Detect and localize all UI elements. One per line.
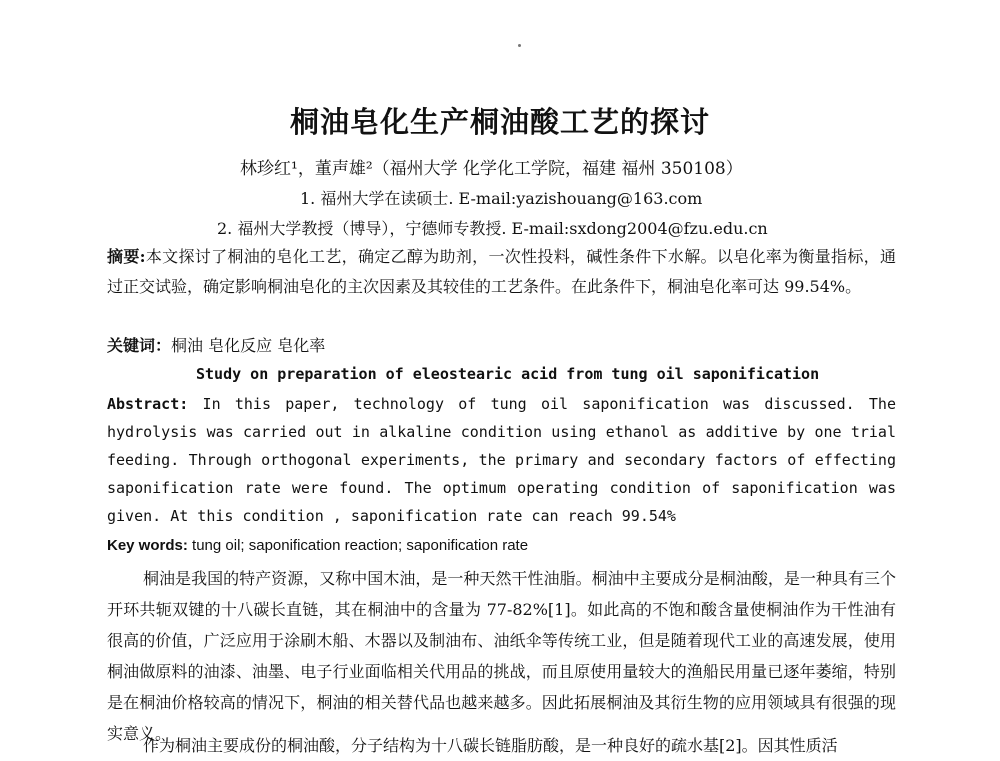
chinese-abstract-label: 摘要: [107, 247, 146, 266]
chinese-keywords-label: 关键词： [107, 336, 172, 355]
affiliation-1: 1. 福州大学在读硕士. E-mail:yazishouang@163.com [300, 189, 703, 208]
english-title: Study on preparation of eleostearic acid from tung oil saponification [196, 365, 820, 383]
chinese-keywords-text: 桐油 皂化反应 皂化率 [171, 336, 326, 355]
affiliation-2: 2. 福州大学教授（博导），宁德师专教授. E-mail:sxdong2004@fzu.edu.cn [217, 219, 768, 238]
author-line: 林珍红¹，董声雄²（福州大学 化学化工学院，福建 福州 350108） [240, 159, 743, 179]
english-keywords-label: Key words: [107, 537, 188, 554]
chinese-keywords [107, 333, 896, 356]
chinese-abstract [107, 242, 896, 302]
body-paragraph-2: 作为桐油主要成份的桐油酸，分子结构为十八碳长链脂肪酸，是一种良好的疏水基[2]。因其性质活 [143, 736, 838, 755]
english-abstract-text: In this paper, technology of tung oil saponification was discussed. The hydrolysis was carried out in alkaline condition using ethanol as additive by one trial feeding. Through orthogonal experiments, the primary and secondary factors of effecting saponification rate were found. The optimum operating condition of saponification was given. At this condition , saponification rate can reach 99.54% [107, 395, 896, 525]
scan-speck [518, 44, 521, 47]
english-keywords [107, 537, 896, 554]
english-abstract [107, 390, 896, 530]
english-keywords-text: tung oil; saponification reaction; saponification rate [187, 537, 529, 554]
paper-title: 桐油皂化生产桐油酸工艺的探讨 [290, 105, 711, 139]
chinese-abstract-text: 本文探讨了桐油的皂化工艺，确定乙醇为助剂，一次性投料，碱性条件下水解。以皂化率为衡量指标，通过正交试验，确定影响桐油皂化的主次因素及其较佳的工艺条件。在此条件下，桐油皂化率可达 99.54%。 [107, 247, 896, 296]
body-paragraph-1: 桐油是我国的特产资源，又称中国木油，是一种天然干性油脂。桐油中主要成分是桐油酸，是一种具有三个开环共轭双键的十八碳长直链，其在桐油中的含量为 77-82%[1]。如此高的不饱和酸含量使桐油作为干性油有很高的价值，广泛应用于涂刷木船、木器以及制油布、油纸伞等传统工业，但是随着现代工业的高速发展，使用桐油做原料的油漆、油墨、电子行业面临相关代用品的挑战，而且原使用量较大的渔船民用量已逐年萎缩，特别是在桐油价格较高的情况下，桐油的相关替代品也越来越多。因此拓展桐油及其衍生物的应用领域具有很强的现实意义。 [107, 569, 896, 743]
english-abstract-label: Abstract: [107, 395, 189, 413]
